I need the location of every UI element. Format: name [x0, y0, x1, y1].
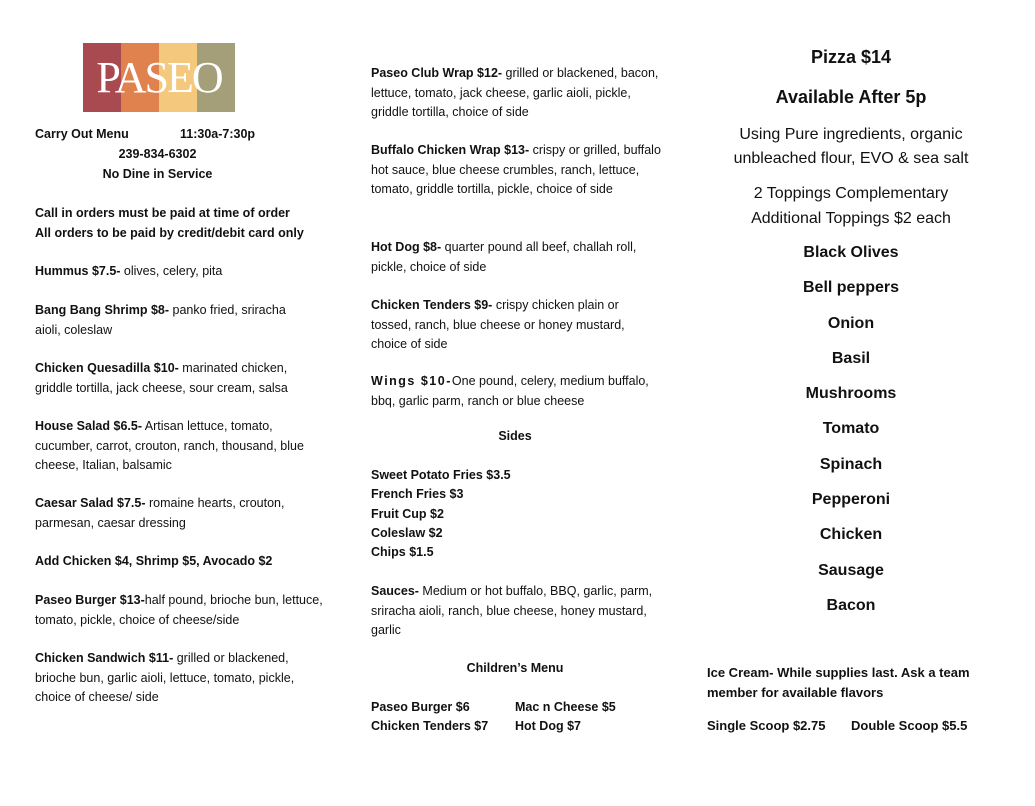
ice-cream-double: Double Scoop $5.5 — [851, 718, 968, 733]
no-dine-label: No Dine in Service — [102, 167, 213, 181]
topping-item: Basil — [831, 350, 871, 367]
menu-item-caesar-salad — [35, 494, 315, 533]
hours-label: 11:30a-7:30p — [180, 127, 256, 141]
item-desc: panko fried, sriracha aioli, coleslaw — [35, 303, 286, 337]
phone-label: 239-834-6302 — [118, 147, 197, 161]
kids-item: Mac n Cheese $5 — [515, 700, 616, 714]
item-name: Paseo Burger $13- — [35, 593, 145, 607]
topping-item: Tomato — [822, 420, 880, 437]
item-name: Chicken Sandwich $11- — [35, 651, 174, 665]
side-item: Chips $1.5 — [371, 545, 434, 559]
kids-item: Hot Dog $7 — [515, 719, 581, 733]
notice-card: All orders to be paid by credit/debit card only — [35, 226, 304, 240]
topping-item: Pepperoni — [811, 491, 891, 508]
item-name: Wings $10- — [371, 374, 452, 388]
sauces — [371, 582, 661, 641]
topping-item: Bacon — [826, 597, 876, 614]
menu-item-chicken-quesadilla — [35, 359, 325, 398]
side-item: Coleslaw $2 — [371, 526, 443, 540]
topping-item: Bell peppers — [802, 279, 900, 296]
menu-item-paseo-burger — [35, 591, 330, 630]
item-name: Chicken Tenders $9- — [371, 298, 493, 312]
topping-item: Black Olives — [803, 244, 899, 261]
item-name: Paseo Club Wrap $12- — [371, 66, 503, 80]
item-desc: crispy or grilled, buffalo hot sauce, blue cheese crumbles, ranch, lettuce, tomato, griddle tortilla, pickle, choice of side — [371, 143, 661, 196]
pizza-title: Pizza $14 — [810, 47, 892, 67]
item-name: Bang Bang Shrimp $8- — [35, 303, 170, 317]
item-desc: marinated chicken, griddle tortilla, jack cheese, sour cream, salsa — [35, 361, 288, 395]
topping-item: Sausage — [818, 562, 884, 579]
pizza-info: unbleached flour, EVO & sea salt — [733, 150, 969, 167]
item-name: Buffalo Chicken Wrap $13- — [371, 143, 530, 157]
notice-payment: Call in orders must be paid at time of order — [35, 206, 290, 220]
item-name: Hummus $7.5- — [35, 264, 121, 278]
topping-item: Onion — [827, 315, 875, 332]
item-desc: romaine hearts, crouton, parmesan, caesar dressing — [35, 496, 285, 530]
carry-out-label: Carry Out Menu — [35, 127, 129, 141]
menu-item-buffalo-chicken-wrap — [371, 141, 666, 200]
menu-item-paseo-club-wrap — [371, 64, 661, 123]
pizza-info: Additional Toppings $2 each — [751, 210, 951, 227]
topping-item: Spinach — [819, 456, 883, 473]
item-name: Chicken Quesadilla $10- — [35, 361, 179, 375]
menu-item-chicken-tenders — [371, 296, 656, 355]
item-desc: quarter pound all beef, challah roll, pickle, choice of side — [371, 240, 637, 274]
menu-item-bang-bang-shrimp — [35, 301, 305, 340]
item-desc: grilled or blackened, bacon, lettuce, tomato, jack cheese, garlic aioli, pickle, griddle tortilla, choice of side — [371, 66, 659, 119]
item-desc: One pound, celery, medium buffalo, bbq, garlic parm, ranch or blue cheese — [371, 374, 649, 408]
menu-item-house-salad — [35, 417, 310, 476]
childrens-menu-title: Children’s Menu — [466, 661, 564, 675]
sauces-desc: Medium or hot buffalo, BBQ, garlic, parm, sriracha aioli, ranch, blue cheese, honey mustard, garlic — [371, 584, 653, 637]
kids-item: Paseo Burger $6 — [371, 700, 470, 714]
sauces-label: Sauces- — [371, 584, 419, 598]
add-ons: Add Chicken $4, Shrimp $5, Avocado $2 — [35, 554, 273, 568]
logo-text: PASEO — [96, 53, 222, 102]
kids-item: Chicken Tenders $7 — [371, 719, 489, 733]
item-desc: crispy chicken plain or tossed, ranch, blue cheese or honey mustard, choice of side — [371, 298, 625, 351]
pizza-info: 2 Toppings Complementary — [753, 185, 949, 202]
item-desc: half pound, brioche bun, lettuce, tomato, pickle, choice of cheese/side — [35, 593, 323, 627]
menu-item-hummus — [35, 262, 325, 282]
ice-cream-note: member for available flavors — [707, 685, 884, 700]
pizza-available: Available After 5p — [775, 87, 927, 107]
ice-cream-note: Ice Cream- While supplies last. Ask a team — [707, 665, 970, 680]
pizza-info: Using Pure ingredients, organic — [739, 126, 963, 143]
paseo-logo — [83, 43, 235, 112]
side-item: French Fries $3 — [371, 487, 464, 501]
item-name: House Salad $6.5- — [35, 419, 142, 433]
item-desc: grilled or blackened, brioche bun, garlic aioli, lettuce, tomato, pickle, choice of cheese/ side — [35, 651, 295, 704]
side-item: Fruit Cup $2 — [371, 507, 444, 521]
menu-item-hot-dog — [371, 238, 666, 277]
topping-item: Chicken — [819, 526, 883, 543]
menu-item-chicken-sandwich — [35, 649, 330, 708]
side-item: Sweet Potato Fries $3.5 — [371, 468, 511, 482]
item-name: Hot Dog $8- — [371, 240, 442, 254]
item-desc: olives, celery, pita — [120, 264, 223, 278]
sides-title: Sides — [498, 429, 532, 443]
menu-item-wings — [371, 372, 661, 411]
item-name: Caesar Salad $7.5- — [35, 496, 146, 510]
item-desc: Artisan lettuce, tomato, cucumber, carrot, crouton, ranch, thousand, blue cheese, Italian, balsamic — [35, 419, 304, 472]
topping-item: Mushrooms — [805, 385, 897, 402]
ice-cream-single: Single Scoop $2.75 — [707, 718, 826, 733]
